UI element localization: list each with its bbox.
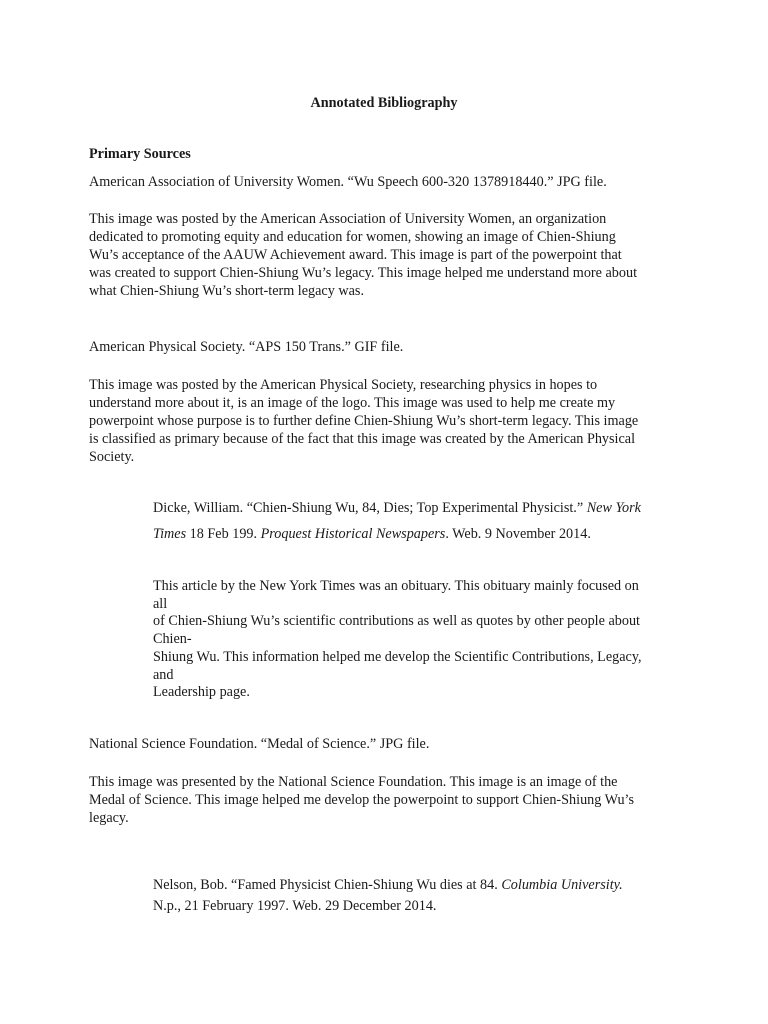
annotation-line: This image was posted by the American Physical Society, researching physics in hopes to bbox=[89, 377, 598, 393]
document-title: Annotated Bibliography bbox=[310, 95, 458, 111]
annotation-line: what Chien-Shiung Wu’s short-term legacy was. bbox=[89, 283, 364, 299]
annotation-line: Chien- bbox=[153, 631, 192, 647]
section-heading: Primary Sources bbox=[89, 146, 191, 162]
citation-dicke-line1 bbox=[153, 499, 641, 517]
citation-italic: Times bbox=[153, 526, 187, 542]
citation-nelson-line2: N.p., 21 February 1997. Web. 29 December 2014. bbox=[153, 898, 437, 914]
annotation-line: and bbox=[153, 667, 174, 683]
annotation-line: This image was posted by the American Association of University Women, an organization bbox=[89, 211, 607, 227]
citation-aps: American Physical Society. “APS 150 Trans.” GIF file. bbox=[89, 339, 404, 355]
annotation-line: dedicated to promoting equity and education for women, showing an image of Chien-Shiung bbox=[89, 229, 616, 245]
annotation-line: Shiung Wu. This information helped me develop the Scientific Contributions, Legacy, bbox=[153, 649, 642, 665]
citation-text: Nelson, Bob. “Famed Physicist Chien-Shiung Wu dies at 84. bbox=[153, 877, 498, 893]
citation-nelson-line1 bbox=[153, 876, 623, 894]
citation-text: 18 Feb 199. bbox=[189, 526, 258, 542]
annotation-line: Leadership page. bbox=[153, 684, 250, 700]
annotation-line: legacy. bbox=[89, 810, 129, 826]
annotation-line: Society. bbox=[89, 449, 135, 465]
annotation-line: powerpoint whose purpose is to further define Chien-Shiung Wu’s short-term legacy. This image bbox=[89, 413, 639, 429]
annotation-line: This image was presented by the National Science Foundation. This image is an image of the bbox=[89, 774, 618, 790]
annotation-line: was created to support Chien-Shiung Wu’s legacy. This image helped me understand more about bbox=[89, 265, 638, 281]
annotation-line: This article by the New York Times was an obituary. This obituary mainly focused on bbox=[153, 578, 639, 594]
citation-text: Dicke, William. “Chien-Shiung Wu, 84, Dies; Top Experimental Physicist.” bbox=[153, 500, 584, 516]
annotation-line: understand more about it, is an image of the logo. This image was used to help me create my bbox=[89, 395, 616, 411]
citation-italic: Proquest Historical Newspapers bbox=[260, 526, 446, 542]
annotation-line: Medal of Science. This image helped me develop the powerpoint to support Chien-Shiung Wu’s bbox=[89, 792, 635, 808]
citation-nsf: National Science Foundation. “Medal of Science.” JPG file. bbox=[89, 736, 430, 752]
citation-italic: Columbia University. bbox=[501, 877, 623, 893]
citation-dicke-line2 bbox=[153, 525, 591, 543]
annotation-line: Wu’s acceptance of the AAUW Achievement award. This image is part of the powerpoint that bbox=[89, 247, 622, 263]
annotation-line: is classified as primary because of the fact that this image was created by the American Physical bbox=[89, 431, 636, 447]
annotation-line: all bbox=[153, 596, 168, 612]
citation-text: . Web. 9 November 2014. bbox=[445, 526, 591, 542]
annotation-line: of Chien-Shiung Wu’s scientific contributions as well as quotes by other people about bbox=[153, 613, 640, 629]
citation-aauw: American Association of University Women. “Wu Speech 600-320 1378918440.” JPG file. bbox=[89, 174, 607, 190]
citation-italic: New York bbox=[586, 500, 641, 516]
